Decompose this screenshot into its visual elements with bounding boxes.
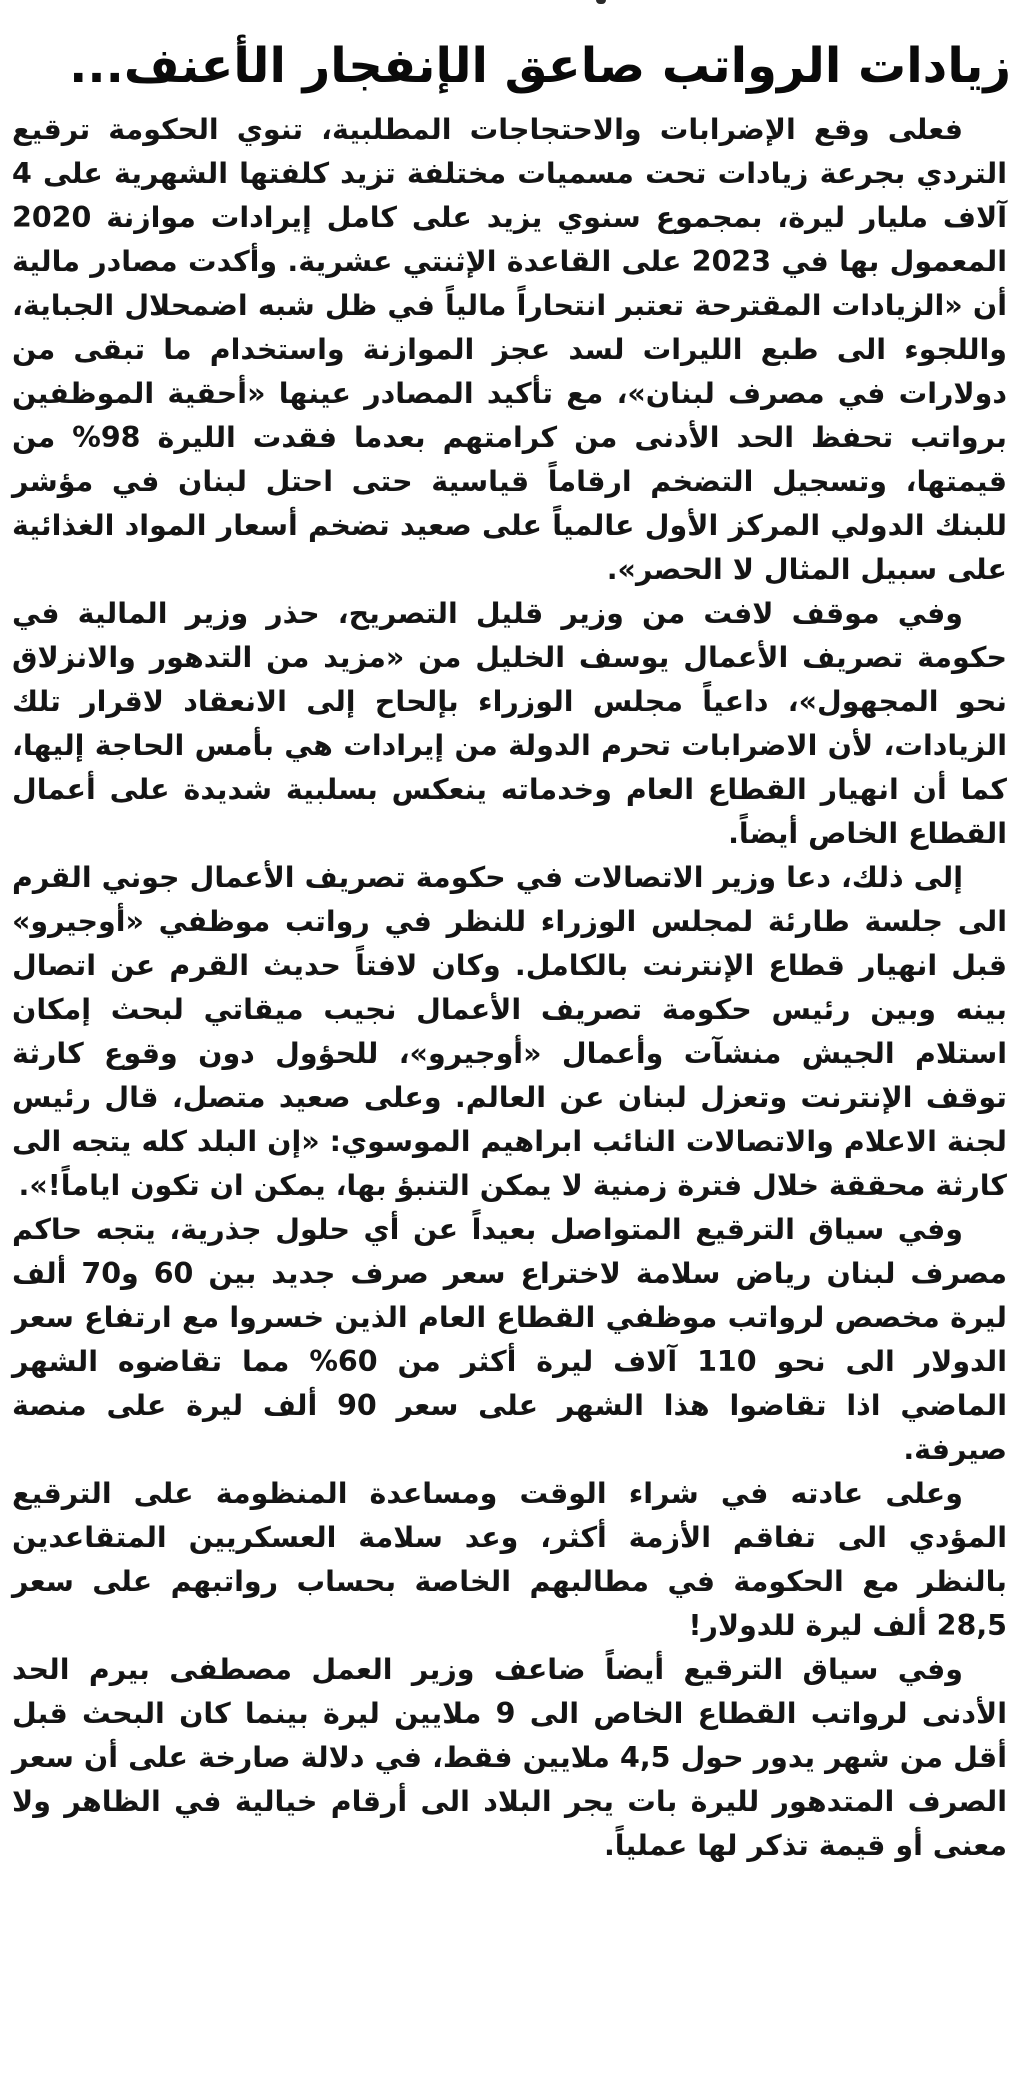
- paragraph-exchange-rate: وفي سياق الترقيع المتواصل بعيداً عن أي حلول جذرية، يتجه حاكم مصرف لبنان رياض سلامة لاختراع سعر صرف جديد بين 60 و70 ألف ليرة مخصص لرواتب موظفي القطاع العام الذين خسروا مع ارتفاع سعر الدولار الى نحو 110 آلاف ليرة أكثر من 60% مما تقاضوه الشهر الماضي اذا تقاضوا هذا الشهر على سعر 90 ألف ليرة على منصة صيرفة.: [12, 1213, 1007, 1466]
- article-headline: زيادات الرواتب صاعق الإنفجار الأعنف...: [69, 38, 1011, 94]
- top-edge-mark: [596, 0, 606, 4]
- paragraph-wage-increases: فعلى وقع الإضرابات والاحتجاجات المطلبية، تنوي الحكومة ترقيع التردي بجرعة زيادات تحت مسميات مختلفة تزيد كلفتها الشهرية على 4 آلاف مليار ليرة، بمجموع سنوي يزيد على كامل إيرادات موازنة 2020 المعمول بها في 2023 على القاعدة الإثنتي عشرية. وأكدت مصادر مالية أن «الزيادات المقترحة تعتبر انتحاراً مالياً في ظل شبه اضمحلال الجباية، واللجوء الى طبع الليرات لسد عجز الموازنة واستخدام ما تبقى من دولارات في مصرف لبنان»، مع تأكيد المصادر عينها «أحقية الموظفين برواتب تحفظ الحد الأدنى من كرامتهم بعدما فقدت الليرة 98% من قيمتها، وتسجيل التضخم ارقاماً قياسية حتى احتل لبنان في مؤشر للبنك الدولي المركز الأول عالمياً على صعيد تضخم أسعار المواد الغذائية على سبيل المثال لا الحصر».: [12, 113, 1007, 586]
- paragraph-retired-military: وعلى عادته في شراء الوقت ومساعدة المنظومة على الترقيع المؤدي الى تفاقم الأزمة أكثر، وعد سلامة العسكريين المتقاعدين بالنظر مع الحكومة في مطالبهم الخاصة بحساب رواتبهم على سعر 28,5 ألف ليرة للدولار!: [12, 1477, 1007, 1642]
- paragraph-finance-minister: وفي موقف لافت من وزير قليل التصريح، حذر وزير المالية في حكومة تصريف الأعمال يوسف الخليل من «مزيد من التدهور والانزلاق نحو المجهول»، داعياً مجلس الوزراء بإلحاح إلى الانعقاد لاقرار تلك الزيادات، لأن الاضرابات تحرم الدولة من إيرادات هي بأمس الحاجة إليها، كما أن انهيار القطاع العام وخدماته ينعكس بسلبية شديدة على أعمال القطاع الخاص أيضاً.: [12, 597, 1007, 850]
- article-body: [12, 108, 1007, 1868]
- paragraph-minimum-wage: وفي سياق الترقيع أيضاً ضاعف وزير العمل مصطفى بيرم الحد الأدنى لرواتب القطاع الخاص الى 9 ملايين ليرة بينما كان البحث قبل أقل من شهر يدور حول 4,5 ملايين فقط، في دلالة صارخة على أن سعر الصرف المتدهور لليرة بات يجر البلاد الى أرقام خيالية في الظاهر ولا معنى أو قيمة تذكر لها عملياً.: [12, 1653, 1007, 1862]
- paragraph-telecom-minister: إلى ذلك، دعا وزير الاتصالات في حكومة تصريف الأعمال جوني القرم الى جلسة طارئة لمجلس الوزراء للنظر في رواتب موظفي «أوجيرو» قبل انهيار قطاع الإنترنت بالكامل. وكان لافتاً حديث القرم عن اتصال بينه وبين رئيس حكومة تصريف الأعمال نجيب ميقاتي لبحث إمكان استلام الجيش منشآت وأعمال «أوجيرو»، للحؤول دون وقوع كارثة توقف الإنترنت وتعزل لبنان عن العالم. وعلى صعيد متصل، قال رئيس لجنة الاعلام والاتصالات النائب ابراهيم الموسوي: «إن البلد كله يتجه الى كارثة محققة خلال فترة زمنية لا يمكن التنبؤ بها، يمكن ان تكون اياماً!».: [12, 861, 1007, 1202]
